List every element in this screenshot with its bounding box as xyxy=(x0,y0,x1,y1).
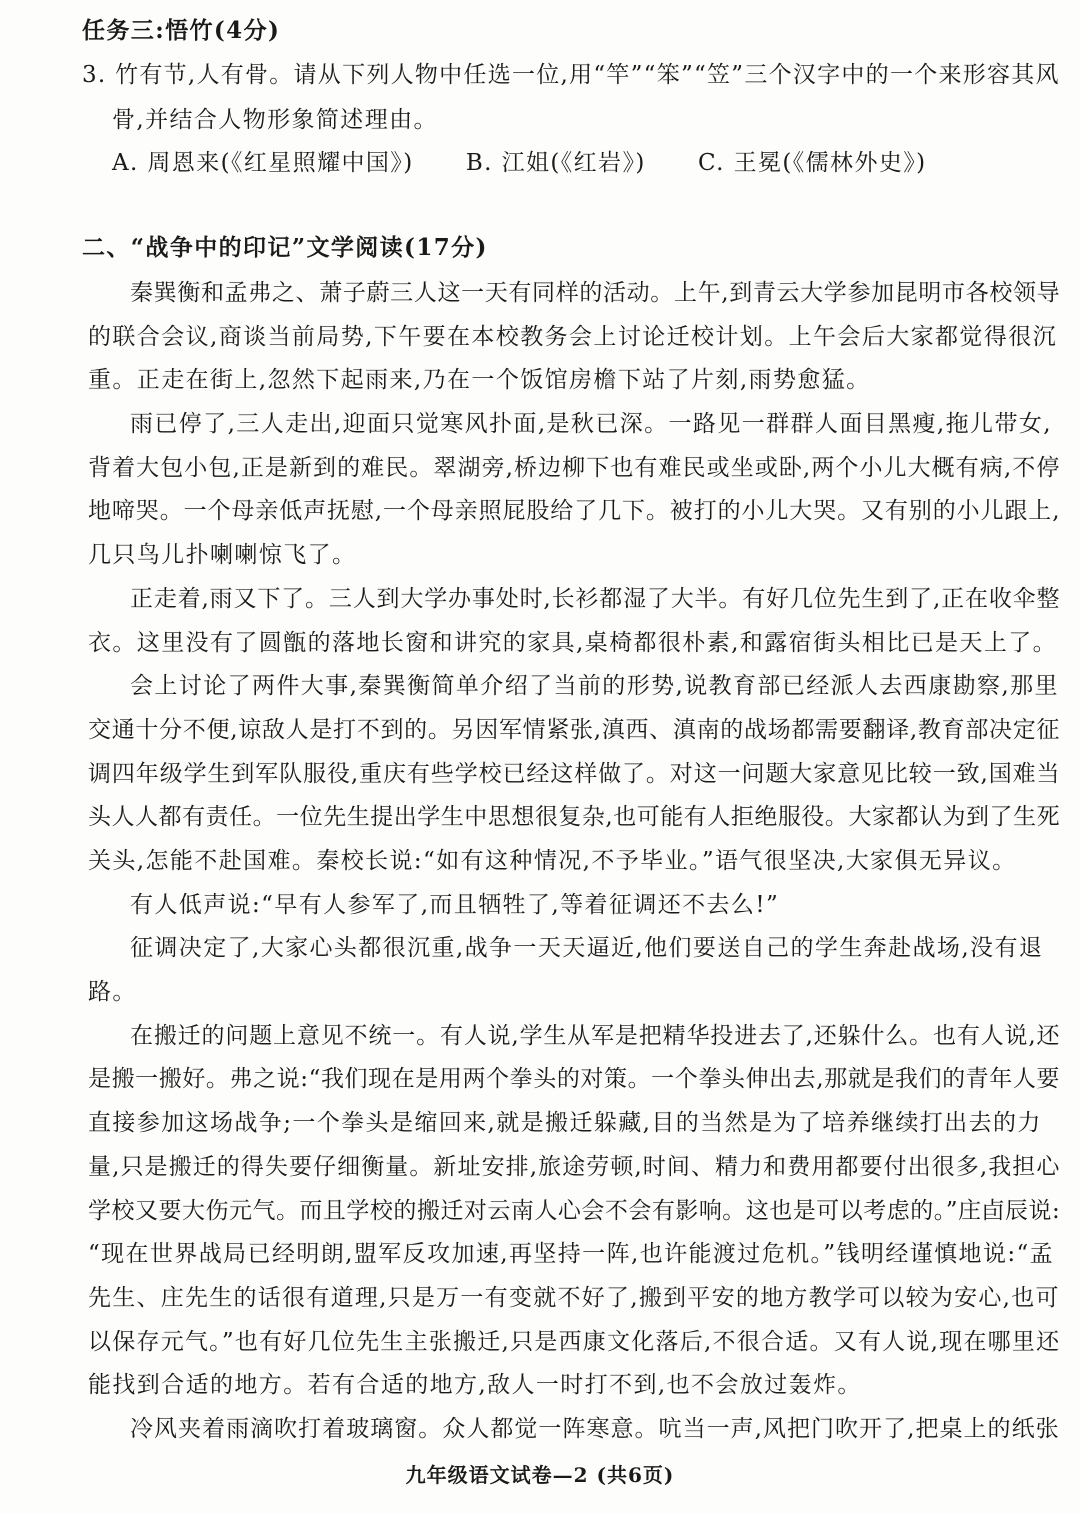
passage-line: 征调决定了,大家心头都很沉重,战争一天天逼近,他们要送自己的学生奔赴战场,没有退 xyxy=(130,935,1044,961)
passage-line: 量,只是搬迁的得失要仔细衡量。新址安排,旅途劳顿,时间、精力和费用都要付出很多,我担心 xyxy=(88,1154,1061,1180)
passage-line: 重。正走在街上,忽然下起雨来,乃在一个饭馆房檐下站了片刻,雨势愈猛。 xyxy=(88,367,871,393)
passage-line: 交通十分不便,谅敌人是打不到的。另因军情紧张,滇西、滇南的战场都需要翻译,教育部决定征 xyxy=(88,717,1061,743)
section-2-heading: 二、“战争中的印记”文学阅读(17分) xyxy=(82,234,488,261)
passage-line: 冷风夹着雨滴吹打着玻璃窗。众人都觉一阵寒意。吭当一声,风把门吹开了,把桌上的纸张 xyxy=(130,1416,1060,1442)
passage-line: 学校又要大伤元气。而且学校的搬迁对云南人心会不会有影响。这也是可以考虑的。”庄卣辰说: xyxy=(88,1198,1061,1224)
passage-line: 直接参加这场战争;一个拳头是缩回来,就是搬迁躲藏,目的当然是为了培养继续打出去的力 xyxy=(88,1110,1042,1136)
passage-line: 头人人都有责任。一位先生提出学生中思想很复杂,也可能有人拒绝服役。大家都认为到了生死 xyxy=(88,804,1061,830)
passage-line: 背着大包小包,正是新到的难民。翠湖旁,桥边柳下也有难民或坐或卧,两个小儿大概有病,不停 xyxy=(88,455,1061,481)
passage-line: 会上讨论了两件大事,秦巽衡简单介绍了当前的形势,说教育部已经派人去西康勘察,那里 xyxy=(130,673,1059,699)
passage-line: 衣。这里没有了圆甑的落地长窗和讲究的家具,桌椅都很朴素,和露宿街头相比已是天上了。 xyxy=(88,630,1058,656)
question-3-line-1: 3. 竹有节,人有骨。请从下列人物中任选一位,用“竿”“笨”“笠”三个汉字中的一个来形容其风 xyxy=(82,62,1060,88)
passage-line: 以保存元气。”也有好几位先生主张搬迁,只是西康文化落后,不很合适。又有人说,现在哪里还 xyxy=(88,1329,1061,1355)
passage-line: 在搬迁的问题上意见不统一。有人说,学生从军是把精华投进去了,还躲什么。也有人说,还 xyxy=(130,1023,1061,1049)
passage-line: 有人低声说:“早有人参军了,而且牺牲了,等着征调还不去么!” xyxy=(130,892,780,918)
passage-line: 雨已停了,三人走出,迎面只觉寒风扑面,是秋已深。一路见一群群人面目黑瘦,拖儿带女, xyxy=(130,411,1052,437)
page-footer: 九年级语文试卷—2 (共6页) xyxy=(405,1463,675,1487)
passage-line: 几只鸟儿扑喇喇惊飞了。 xyxy=(88,542,357,568)
question-3-line-2: 骨,并结合人物形象简述理由。 xyxy=(112,107,438,133)
passage-line: 是搬一搬好。弗之说:“我们现在是用两个拳头的对策。一个拳头伸出去,那就是我们的青年人要 xyxy=(88,1066,1061,1092)
passage-line: 路。 xyxy=(88,979,137,1005)
passage-line: 地啼哭。一个母亲低声抚慰,一个母亲照屁股给了几下。被打的小儿大哭。又有别的小儿跟上, xyxy=(88,498,1061,524)
passage-line: 秦巽衡和孟弗之、萧子蔚三人这一天有同样的活动。上午,到青云大学参加昆明市各校领导 xyxy=(130,280,1061,306)
passage-line: 关头,怎能不赴国难。秦校长说:“如有这种情况,不予毕业。”语气很坚决,大家俱无异议。 xyxy=(88,848,1017,874)
passage-line: “现在世界战局已经明朗,盟军反攻加速,再坚持一阵,也许能渡过危机。”钱明经谨慎地说:“孟 xyxy=(88,1241,1055,1267)
passage-line: 正走着,雨又下了。三人到大学办事处时,长衫都湿了大半。有好几位先生到了,正在收伞整 xyxy=(130,586,1061,612)
passage-line: 调四年级学生到军队服役,重庆有些学校已经这样做了。对这一问题大家意见比较一致,国难当 xyxy=(88,761,1061,787)
passage-line: 先生、庄先生的话很有道理,只是万一有变就不好了,搬到平安的地方教学可以较为安心,也可 xyxy=(88,1285,1060,1311)
passage-line: 的联合会议,商谈当前局势,下午要在本校教务会上讨论迁校计划。上午会后大家都觉得很沉 xyxy=(88,324,1058,350)
question-3-options: A. 周恩来(《红星照耀中国》) B. 江姐(《红岩》) C. 王冕(《儒林外史》) xyxy=(112,150,927,176)
task3-heading: 任务三:悟竹(4分) xyxy=(82,17,281,44)
passage-line: 能找到合适的地方。若有合适的地方,敌人一时打不到,也不会放过轰炸。 xyxy=(88,1372,862,1398)
